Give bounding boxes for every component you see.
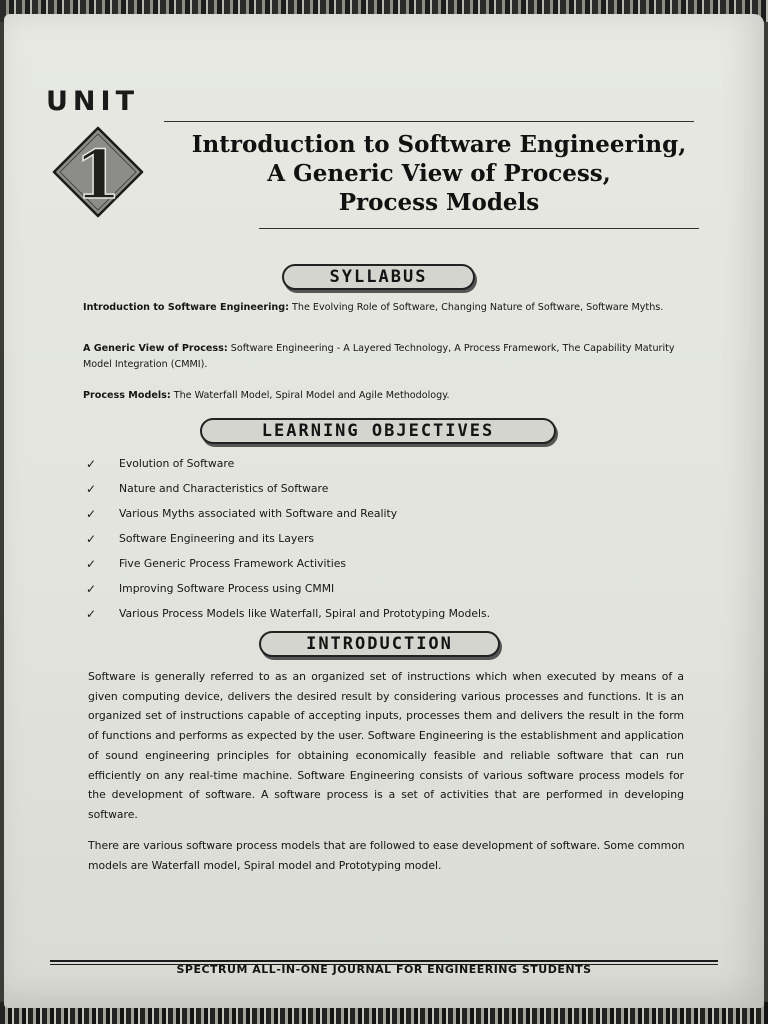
syllabus-item-text: Software Engineering - A Layered Technology, A Process Framework, The Capability Maturity Model Integration (CMMI). [83,343,675,370]
book-page [4,14,764,1008]
unit-number: 1 [75,136,121,214]
syllabus-item-text: The Evolving Role of Software, Changing Nature of Software, Software Myths. [288,302,664,313]
chapter-title [164,130,714,217]
objective-text: Five Generic Process Framework Activities [119,557,347,570]
journal-footer: SPECTRUM ALL-IN-ONE JOURNAL FOR ENGINEERING STUDENTS [176,963,592,976]
objective-text: Evolution of Software [119,457,235,470]
syllabus-item-label: A Generic View of Process: [83,343,228,354]
syllabus-item [83,300,693,316]
learning-objectives-list [86,451,646,626]
check-icon: ✓ [86,581,97,596]
chapter-title-line-3: Process Models [338,189,540,216]
list-item [86,451,646,476]
list-item [86,476,646,501]
list-item [86,526,646,551]
check-icon: ✓ [86,556,97,571]
syllabus-heading: SYLLABUS [282,264,475,290]
check-icon: ✓ [86,606,97,621]
objective-text: Software Engineering and its Layers [119,532,315,545]
list-item [86,601,646,626]
introduction-heading: INTRODUCTION [259,631,500,657]
title-bottom-rule [259,228,699,229]
check-icon: ✓ [86,506,97,521]
list-item [86,501,646,526]
objective-text: Nature and Characteristics of Software [119,482,329,495]
list-item [86,576,646,601]
footer-rule [50,960,718,962]
syllabus-item-label: Process Models: [83,390,171,401]
introduction-paragraph: Software is generally referred to as an organized set of instructions which when executed by means of a given computing device, delivers the desired result by considering various processes and functions. It is an organized set of instructions capable of accepting inputs, processes them and delivers the result in the form of functions and performs as expected by the user. Software Engineering is the establishment and application of sound engineering principles for obtaining economically feasible and reliable software that can run efficiently on any real-time machine. Software Engineering consists of various software process models for the development of software. A software process is a set of activities that are performed in developing software. [88,670,684,821]
introduction-paragraph: There are various software process models that are followed to ease development of software. Some common models are Waterfall model, Spiral model and Prototyping model. [88,839,685,872]
objective-text: Various Process Models like Waterfall, Spiral and Prototyping Models. [119,607,491,620]
check-icon: ✓ [86,456,97,471]
syllabus-item-text: The Waterfall Model, Spiral Model and Agile Methodology. [170,390,450,401]
unit-label: UNIT [46,86,139,117]
chapter-title-line-2: A Generic View of Process, [267,160,611,187]
syllabus-item [83,341,693,373]
objective-text: Improving Software Process using CMMI [119,582,335,595]
chapter-title-line-1: Introduction to Software Engineering, [191,131,687,158]
syllabus-item-label: Introduction to Software Engineering: [83,302,289,313]
check-icon: ✓ [86,531,97,546]
title-top-rule [164,121,694,122]
objective-text: Various Myths associated with Software and Reality [119,507,398,520]
syllabus-item [83,388,693,404]
list-item [86,551,646,576]
unit-number-badge [50,124,146,220]
learning-objectives-heading: LEARNING OBJECTIVES [200,418,556,444]
check-icon: ✓ [86,481,97,496]
